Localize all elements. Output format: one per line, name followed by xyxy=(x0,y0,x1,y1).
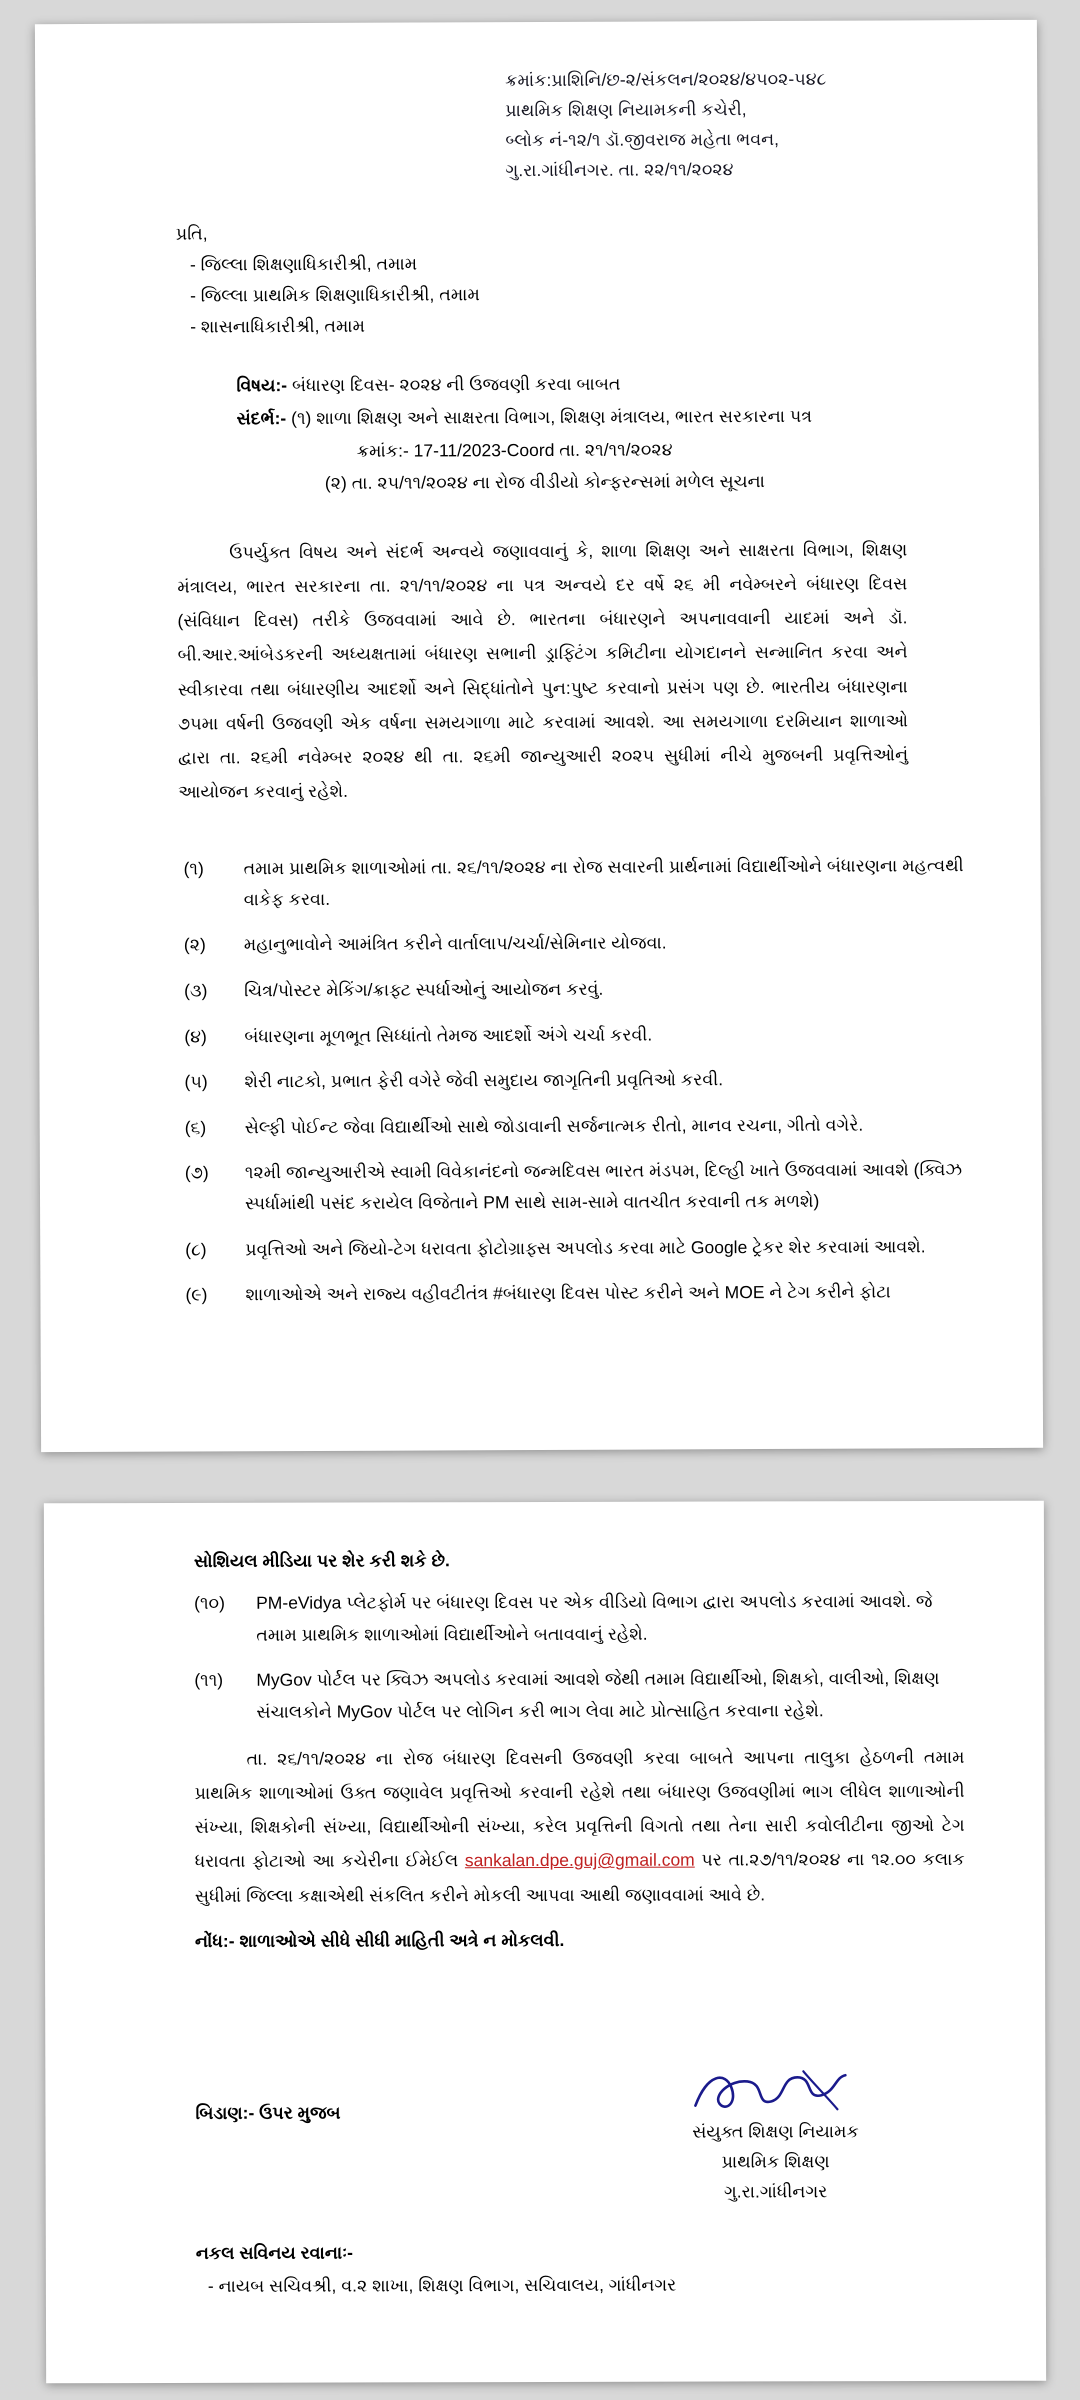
list-item-number: (૩) xyxy=(184,980,208,1001)
copy-to-block xyxy=(196,2241,966,2297)
signatory-location: ગુ.રા.ગાંધીનગર xyxy=(723,2181,828,2202)
list-item-number: (૨) xyxy=(183,934,206,955)
main-paragraph xyxy=(177,532,908,808)
list-item-number: (૧) xyxy=(183,858,204,879)
copy-to-heading: નકલ સવિનય રવાનાઃ- xyxy=(195,2242,354,2263)
list-item-text: ચિત્ર/પોસ્ટર મેકિંગ/ક્રાફ્ટ સ્પર્ધાઓનું આયોજન કરવું. xyxy=(244,978,604,1001)
list-item-text: શાળાઓએ અને રાજ્ય વહીવટીતંત્ર #બંધારણ દિવસ પોસ્ટ કરીને અને MOE ને ટેગ કરીને ફોટા xyxy=(245,1281,891,1305)
list-item-text: PM-eVidya પ્લેટફોર્મ પર બંધારણ દિવસ પર એક વીડિયો વિભાગ દ્વારા અપલોડ કરવામાં આવશે. જે તમામ પ્રાથમિક શાળાઓમાં વિદ્યાર્થીઓને બતાવવાનું રહેશે. xyxy=(256,1590,933,1645)
reference-line xyxy=(237,405,957,429)
list-item-text: MyGov પોર્ટલ પર ક્વિઝ અપલોડ કરવામાં આવશે જેથી તમામ વિદ્યાર્થીઓ, શિક્ષકો, વાલીઓ, શિક્ષણ સંચાલકોને MyGov પોર્ટલ પર લોગિન કરી ભાગ લેવા માટે પ્રોત્સાહિત કરવાના રહેશે. xyxy=(256,1667,940,1722)
document-page-2 xyxy=(44,1501,1046,2384)
note-line: નોંધ:- શાળાઓએ સીધે સીધી માહિતી અત્રે ન મોકલવી. xyxy=(194,1929,565,1951)
list-item-number: (૯) xyxy=(185,1284,208,1305)
reference-text: (૧) શાળા શિક્ષણ અને સાક્ષરતા વિભાગ, શિક્ષણ મંત્રાલય, ભારત સરકારના પત્ર xyxy=(291,405,813,429)
signature-block xyxy=(625,2069,925,2212)
office-city-date-line: ગુ.રા.ગાંધીનગર. તા. ૨૨/૧૧/૨૦૨૪ xyxy=(505,159,734,181)
list-item-text: શેરી નાટકો, પ્રભાત ફેરી વગેરે જેવી સમુદાય જાગૃતિની પ્રવૃતિઓ કરવી. xyxy=(244,1069,724,1092)
signatory-designation: સંયુક્ત શિક્ષણ નિયામક xyxy=(692,2121,859,2142)
enclosure-line: બિડાણ:- ઉપર મુજબ xyxy=(195,2102,341,2123)
subject-line xyxy=(236,372,956,396)
contact-email-link[interactable]: sankalan.dpe.guj@gmail.com xyxy=(464,1849,695,1871)
list-item xyxy=(184,926,974,960)
list-item xyxy=(194,1663,964,1728)
list-item-number: (૬) xyxy=(184,1117,207,1138)
continued-sentence: સોશિયલ મીડિયા પર શેર કરી શકે છે. xyxy=(193,1550,450,1571)
list-item-text: ૧૨મી જાન્યુઆરીએ સ્વામી વિવેકાનંદનો જન્મદિવસ ભારત મંડપમ, દિલ્હી ખાતે ઉજવવામાં આવશે (ક્વિઝ સ્પર્ધામાંથી પસંદ કરાયેલ વિજેતાને PM સાથે સામ-સામે વાતચીત કરવાની તક મળશે) xyxy=(244,1159,963,1214)
office-name-line: પ્રાથમિક શિક્ષણ નિયામકની કચેરી, xyxy=(505,99,747,121)
recipient-item: - જિલ્લા શિક્ષણાધિકારીશ્રી, તમામ xyxy=(189,253,418,275)
list-item xyxy=(184,850,974,915)
instruction-paragraph-part1: તા. ૨૬/૧૧/૨૦૨૪ ના રોજ બંધારણ દિવસની ઉજવણી કરવા બાબતે આપના તાલુકા હેઠળની તમામ પ્રાથમિક શાળાઓમાં ઉક્ત જણાવેલ પ્રવૃત્તિઓ કરવાની રહેશે તથા બંધારણ ઉજવણીમાં ભાગ લીધેલ શાળાઓની સંખ્યા, શિક્ષકોની સંખ્યા, વિદ્યાર્થીઓની સંખ્યા, કરેલ પ્રવૃત્તિની વિગતો તથા તેના સારી કવોલીટીના જીઓ ટેગ ધરાવતા ફોટાઓ આ કચેરીના ઈમેઈલ xyxy=(194,1746,965,1872)
list-item-text: સેલ્ફી પોઈન્ટ જેવા વિદ્યાર્થીઓ સાથે જોડાવાની સર્જનાત્મક રીતો, માનવ રચના, ગીતો વગેરે. xyxy=(244,1114,864,1138)
page2-content xyxy=(194,1549,965,1952)
list-item-text: બંધારણના મૂળભૂત સિધ્ધાંતો તેમજ આદર્શો અંગે ચર્ચા કરવી. xyxy=(244,1024,653,1046)
list-item-number: (૪) xyxy=(184,1025,207,1047)
subject-text: બંધારણ દિવસ- ૨૦૨૪ ની ઉજવણી કરવા બાબત xyxy=(291,373,621,396)
list-item xyxy=(185,1276,975,1310)
recipient-item: - જિલ્લા પ્રાથમિક શિક્ષણાધિકારીશ્રી, તમામ xyxy=(190,284,480,306)
list-item xyxy=(185,1231,975,1265)
subject-and-reference-block xyxy=(236,372,957,494)
to-label: પ્રતિ, xyxy=(175,223,208,244)
reference-subline: ક્રમાંક:- 17-11/2023-Coord તા. ૨૧/૧૧/૨૦૨૪ xyxy=(356,439,673,461)
instruction-paragraph xyxy=(194,1740,964,1913)
list-item-text: તમામ પ્રાથમિક શાળાઓમાં તા. ૨૬/૧૧/૨૦૨૪ ના રોજ સવારની પ્રાર્થનામાં વિદ્યાર્થીઓને બંધારણના મહત્વથી વાકેફ કરવા. xyxy=(243,855,964,909)
signatory-department: પ્રાથમિક શિક્ષણ xyxy=(721,2151,830,2172)
recipient-block xyxy=(176,221,777,348)
list-item-number: (૮) xyxy=(185,1239,207,1260)
list-item-text: મહાનુભાવોને આમંત્રિત કરીને વાર્તાલાપ/ચર્ચા/સેમિનાર યોજવા. xyxy=(243,932,667,955)
signature-mark xyxy=(625,2069,925,2122)
letter-reference-number: ક્રમાંક:પ્રાશિનિ/છ-૨/સંકલન/૨૦૨૪/૪૫૦૨-૫૪૮ xyxy=(505,68,827,91)
document-page-1 xyxy=(35,20,1043,1452)
list-item xyxy=(194,1586,964,1651)
list-item xyxy=(184,1063,974,1097)
list-item xyxy=(185,1154,975,1219)
list-item xyxy=(184,1018,974,1052)
instruction-paragraph-part2: પર તા.૨૭/૧૧/૨૦૨૪ ના ૧૨.૦૦ કલાક સુધીમાં જિલ્લા કક્ષાએથી સંકલિત કરીને મોકલી આપવા આથી જણાવવામાં આવે છે. xyxy=(194,1849,965,1906)
letterhead xyxy=(505,68,976,190)
activity-list-continued xyxy=(194,1586,964,1728)
main-paragraph-text: ઉપર્યુક્ત વિષય અને સંદર્ભ અન્વયે જણાવવાનું કે, શાળા શિક્ષણ અને સાક્ષરતા વિભાગ, શિક્ષણ મંત્રાલય, ભારત સરકારના તા. ૨૧/૧૧/૨૦૨૪ ના પત્ર અન્વયે દર વર્ષે ૨૬ મી નવેમ્બરને બંધારણ દિવસ (સંવિધાન દિવસ) તરીકે ઉજવવામાં આવે છે. ભારતના બંધારણને અપનાવવાની યાદમાં અને ડૉ. બી.આર.આંબેડકરની અધ્યક્ષતામાં બંધારણ સભાની ડ્રાફ્ટિંગ કમિટીના યોગદાનને સન્માનિત કરવા અને સ્વીકારવા તથા બંધારણીય આદર્શો અને સિદ્ધાંતોને પુન:પુષ્ટ કરવાનો પ્રસંગ પણ છે. ભારતીય બંધારણના ૭૫મા વર્ષની ઉજવણી એક વર્ષના સમયગાળા માટે કરવામાં આવશે. આ સમયગાળા દરમિયાન શાળાઓ દ્વારા તા. ૨૬મી નવેમ્બર ૨૦૨૪ થી તા. ૨૬મી જાન્યુઆરી ૨૦૨૫ સુધીમાં નીચે મુજબની પ્રવૃત્તિઓનું આયોજન કરવાનું રહેશે. xyxy=(177,539,909,802)
list-item-number: (૧૧) xyxy=(194,1669,224,1690)
recipient-item: - શાસનાધિકારીશ્રી, તમામ xyxy=(190,315,365,337)
list-item-number: (૧૦) xyxy=(194,1592,225,1613)
list-item xyxy=(184,972,974,1006)
reference-second-item: (૨) તા. ૨૫/૧૧/૨૦૨૪ ના રોજ વીડીયો કોન્ફરન્સમાં મળેલ સૂચના xyxy=(324,471,765,493)
list-item-text: પ્રવૃત્તિઓ અને જિયો-ટેગ ધરાવતા ફોટોગ્રાફ્સ અપલોડ કરવા માટે Google ટ્રેકર શેર કરવામાં આવશે. xyxy=(245,1235,926,1259)
list-item-number: (૭) xyxy=(184,1162,209,1183)
reference-label: સંદર્ભ:- xyxy=(236,408,287,429)
copy-to-item: - નાયબ સચિવશ્રી, વ.૨ શાખા, શિક્ષણ વિભાગ, સચિવાલય, ગાંધીનગર xyxy=(207,2274,677,2296)
subject-label: વિષય:- xyxy=(236,375,288,396)
activity-list xyxy=(184,850,976,1325)
list-item xyxy=(185,1109,975,1143)
list-item-number: (૫) xyxy=(184,1071,208,1092)
office-address-line: બ્લોક નં-૧૨/૧ ડૉ.જીવરાજ મહેતા ભવન, xyxy=(505,128,780,151)
